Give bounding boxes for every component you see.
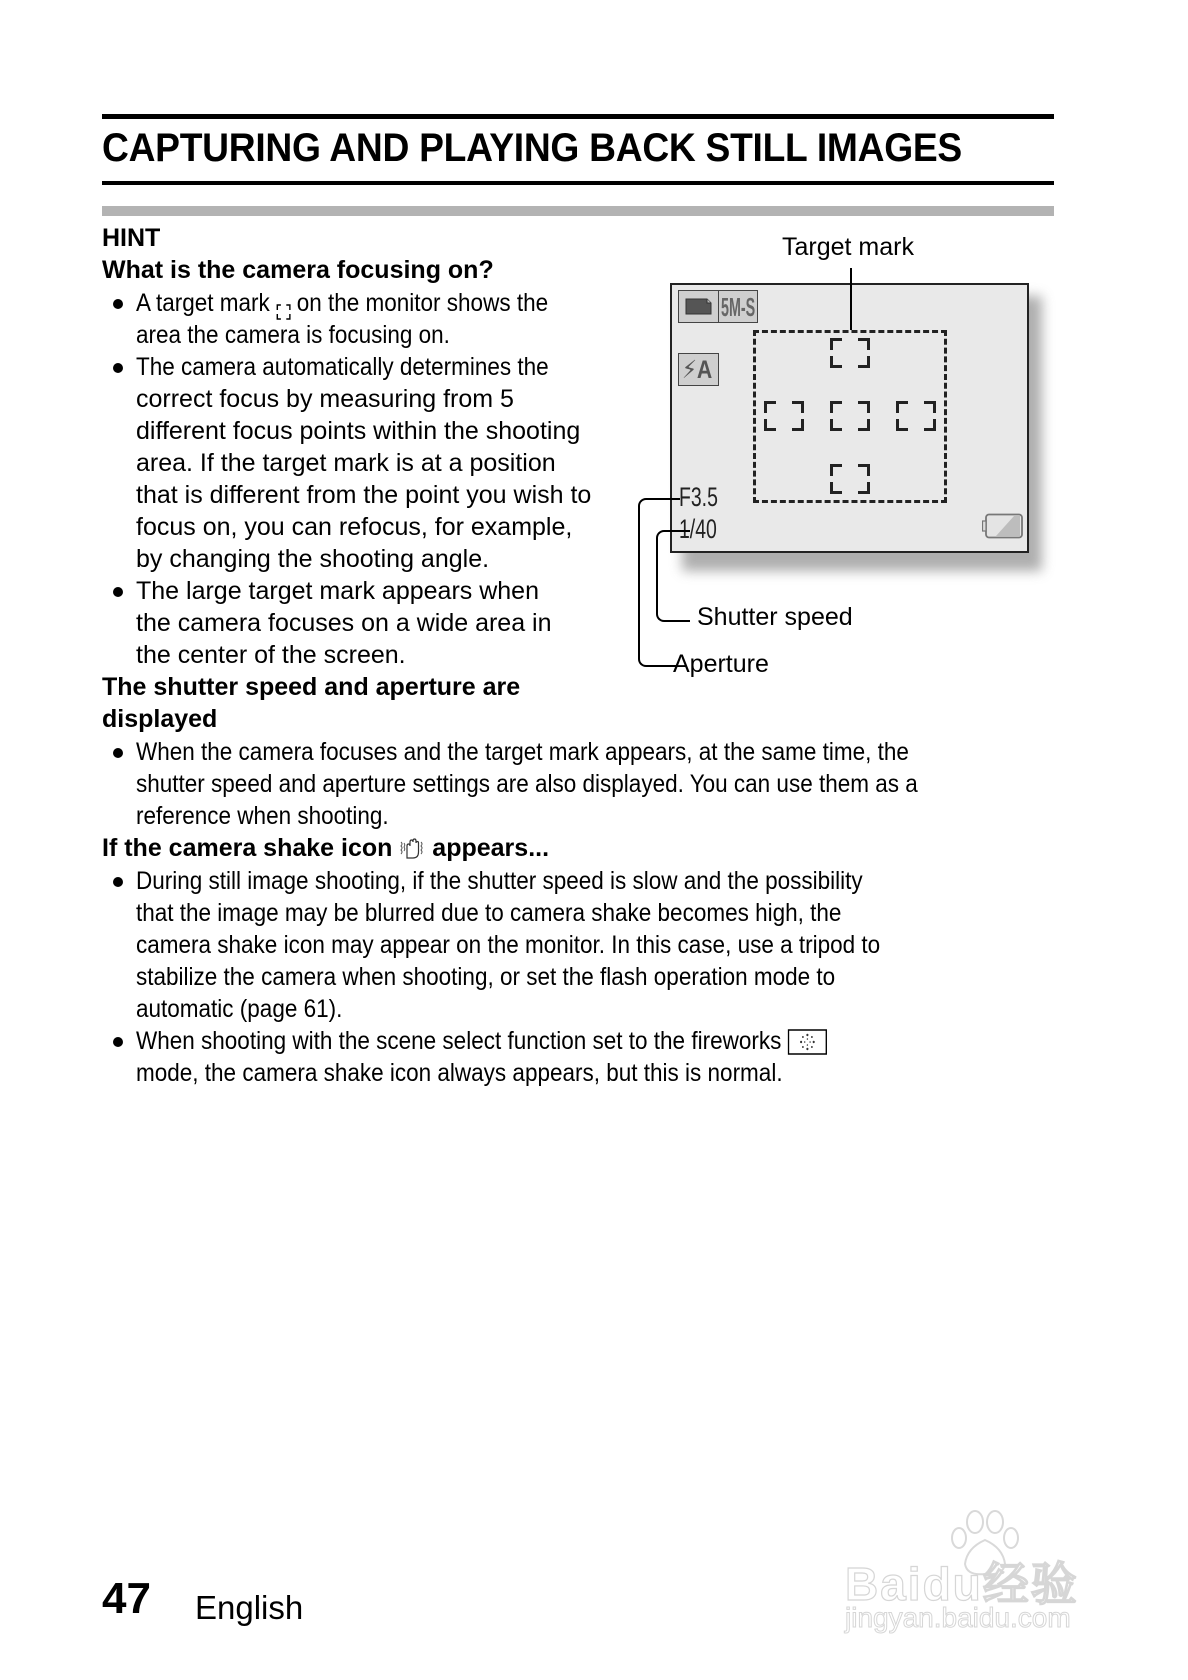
memory-card-icon [678,290,719,323]
bullet-line: shutter speed and aperture settings are also displayed. You can use them as a [136,770,918,798]
bullet-line: by changing the shooting angle. [136,545,490,573]
target-mark-icon [276,296,290,312]
bullet-line: camera shake icon may appear on the monitor. In this case, use a tripod to [136,931,881,959]
bullet-line: mode, the camera shake icon always appears, but this is normal. [136,1059,783,1087]
focus-point-bottom [830,464,870,494]
bullet-line: When the camera focuses and the target mark appears, at the same time, the [136,738,909,766]
page-number: 47 [102,1574,151,1623]
section-heading-camera-shake: If the camera shake icon appears... [102,834,550,862]
target-mark-leader [850,268,852,330]
battery-icon [982,513,1024,544]
watermark-url: jingyan.baidu.com [845,1602,1071,1633]
bullet-line: focus on, you can refocus, for example, [136,513,573,541]
header-top-rule [102,114,1054,119]
shutter-leader-tick [686,530,690,532]
bullet-dot [113,299,123,309]
bullet-dot [113,877,123,887]
bullet-line: automatic (page 61). [136,995,343,1023]
bullet-line: that is different from the point you wish to [136,481,592,509]
bullet-line: the camera focuses on a wide area in [136,609,552,637]
bullet-line: When shooting with the scene select function set to the fireworks [136,1025,827,1057]
section-heading-focus: What is the camera focusing on? [102,256,494,284]
aperture-label: Aperture [673,650,769,678]
bullet-dot [113,587,123,597]
shutter-speed-label: Shutter speed [697,603,853,631]
focus-point-right [896,401,936,431]
focus-point-left [764,401,804,431]
bullet-line: area. If the target mark is at a position [136,449,556,477]
bullet-line: stabilize the camera when shooting, or set the flash operation mode to [136,963,836,991]
bullet-line: During still image shooting, if the shutter speed is slow and the possibility [136,867,863,895]
bullet-line: A target mark on the monitor shows the [136,287,548,319]
bullet-line: the center of the screen. [136,641,406,669]
section-heading-shutter-aperture-cont: displayed [102,705,218,733]
bullet-line: The large target mark appears when [136,577,539,605]
shutter-speed-leader [656,530,690,622]
resolution-badge: 5M-S [718,290,758,323]
bullet-line: area the camera is focusing on. [136,321,450,349]
bullet-line: different focus points within the shooting [136,417,581,445]
hint-label: HINT [102,224,161,252]
flash-auto-icon: ⚡A [678,353,719,386]
bullet-line: correct focus by measuring from 5 [136,385,514,413]
bullet-line: reference when shooting. [136,802,389,830]
watermark-brand: Baidu经验 [845,1558,1079,1610]
bullet-dot [113,748,123,758]
shutter-speed-value: 1/40 [679,514,717,544]
page-title: CAPTURING AND PLAYING BACK STILL IMAGES [102,126,962,170]
target-mark-label: Target mark [782,233,914,261]
bullet-dot [113,363,123,373]
focus-point-center [830,401,870,431]
camera-shake-icon [399,837,425,861]
focus-point-top [830,338,870,368]
aperture-value: F3.5 [679,482,718,512]
section-divider [102,206,1054,216]
section-heading-shutter-aperture: The shutter speed and aperture are [102,673,521,701]
bullet-dot [113,1037,123,1047]
language-label: English [195,1589,304,1626]
bullet-line: that the image may be blurred due to camera shake becomes high, the [136,899,842,927]
bullet-line: The camera automatically determines the [136,353,549,381]
aperture-leader-tick [676,498,680,500]
header-bottom-rule [102,181,1054,185]
fireworks-mode-icon [788,1029,828,1055]
